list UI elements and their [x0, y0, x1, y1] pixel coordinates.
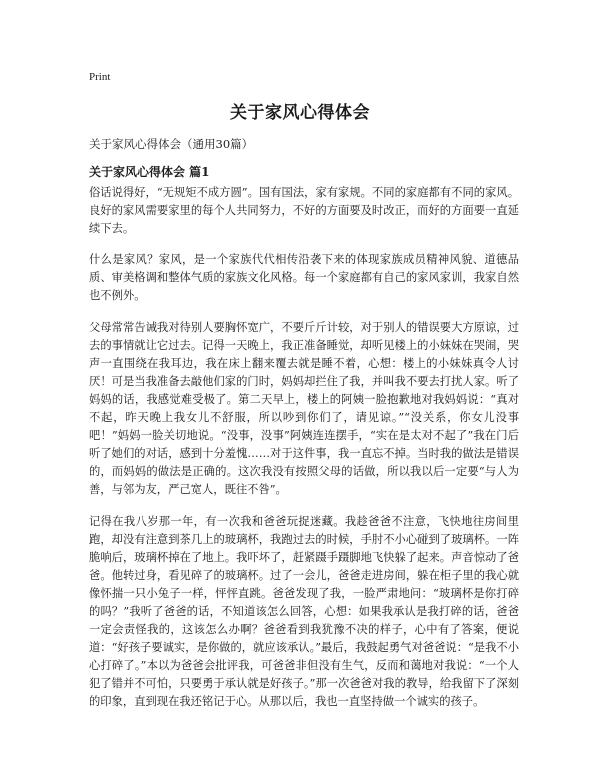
paragraph-4: 记得在我八岁那一年，有一次我和爸爸玩捉迷藏。我趁爸爸不注意，飞快地往房间里跑，却没有注意到茶几上的玻璃杯，我跑过去的时候，手肘不小心碰到了玻璃杯。一阵脆响后，玻璃杯掉在了地上。我吓坏了，赶紧蹑手蹑脚地飞快躲了起来。声音惊动了爸爸。他转过身，看见碎了的玻璃杯。过了一会儿，爸爸走进房间，躲在柜子里的我心就像怀揣一只小兔子一样，怦怦直跳。爸爸发现了我，一脸严肃地问：“玻璃杯是你打碎的吗？”我听了爸爸的话，不知道该怎么回答，心想：如果我承认是我打碎的话，爸爸一定会责怪我的，这该怎么办啊？爸爸看到我犹豫不决的样子，心中有了答案，便说道：“好孩子要诚实，是你做的，就应该承认。”最后，我鼓起勇气对爸爸说：“是我不小心打碎了。”本以为爸爸会批评我，可爸爸非但没有生气，反而和蔼地对我说：“一个人犯了错并不可怕，只要勇于承认就是好孩子。”那一次爸爸对我的教导，给我留下了深刻的印象，直到现在我还铭记于心。从那以后，我也一直坚持做一个诚实的孩子。	[89, 514, 519, 709]
document-subtitle: 关于家风心得体会（通用30篇）	[89, 137, 254, 151]
section-heading: 关于家风心得体会 篇1	[89, 165, 210, 179]
paragraph-1: 俗话说得好，“无规矩不成方圆”。国有国法，家有家规。不同的家庭都有不同的家风。良好的家风需要家里的每个人共同努力，不好的方面要及时改正，而好的方面要一直延续下去。	[89, 186, 519, 236]
print-label[interactable]: Print	[89, 71, 111, 83]
paragraph-2: 什么是家风？家风，是一个家族代代相传沿袭下来的体现家族成员精神风貌、道德品质、审美格调和整体气质的家族文化风格。每一个家庭都有自己的家风家训，我家自然也不例外。	[89, 253, 519, 303]
paragraph-3: 父母常常告诫我对待别人要胸怀宽广，不要斤斤计较，对于别人的错误要大方原谅，过去的事情就让它过去。记得一天晚上，我正准备睡觉，却听见楼上的小妹妹在哭闹，哭声一直围绕在我耳边，我在床上翻来覆去就是睡不着，心想：楼上的小妹妹真令人讨厌！可是当我准备去敲他们家的门时，妈妈却拦住了我，并叫我不要去打扰人家。听了妈妈的话，我感觉难受极了。第二天早上，楼上的阿姨一脸抱歉地对我妈妈说：“真对不起，昨天晚上我女儿不舒服，所以吵到你们了，请见谅。”“没关系，你女儿没事吧！”妈妈一脸关切地说。“没事，没事”阿姨连连摆手，“实在是太对不起了”我在门后听了她们的对话，感到十分羞愧……对于这件事，我一直忘不掉。当时我的做法是错误的，而妈妈的做法是正确的。这次我没有按照父母的话做，所以我以后一定要“与人为善，与邻为友，严己宽人，既往不咎”。	[89, 320, 519, 497]
document-title: 关于家风心得体会	[230, 103, 370, 123]
document-body	[89, 184, 519, 725]
